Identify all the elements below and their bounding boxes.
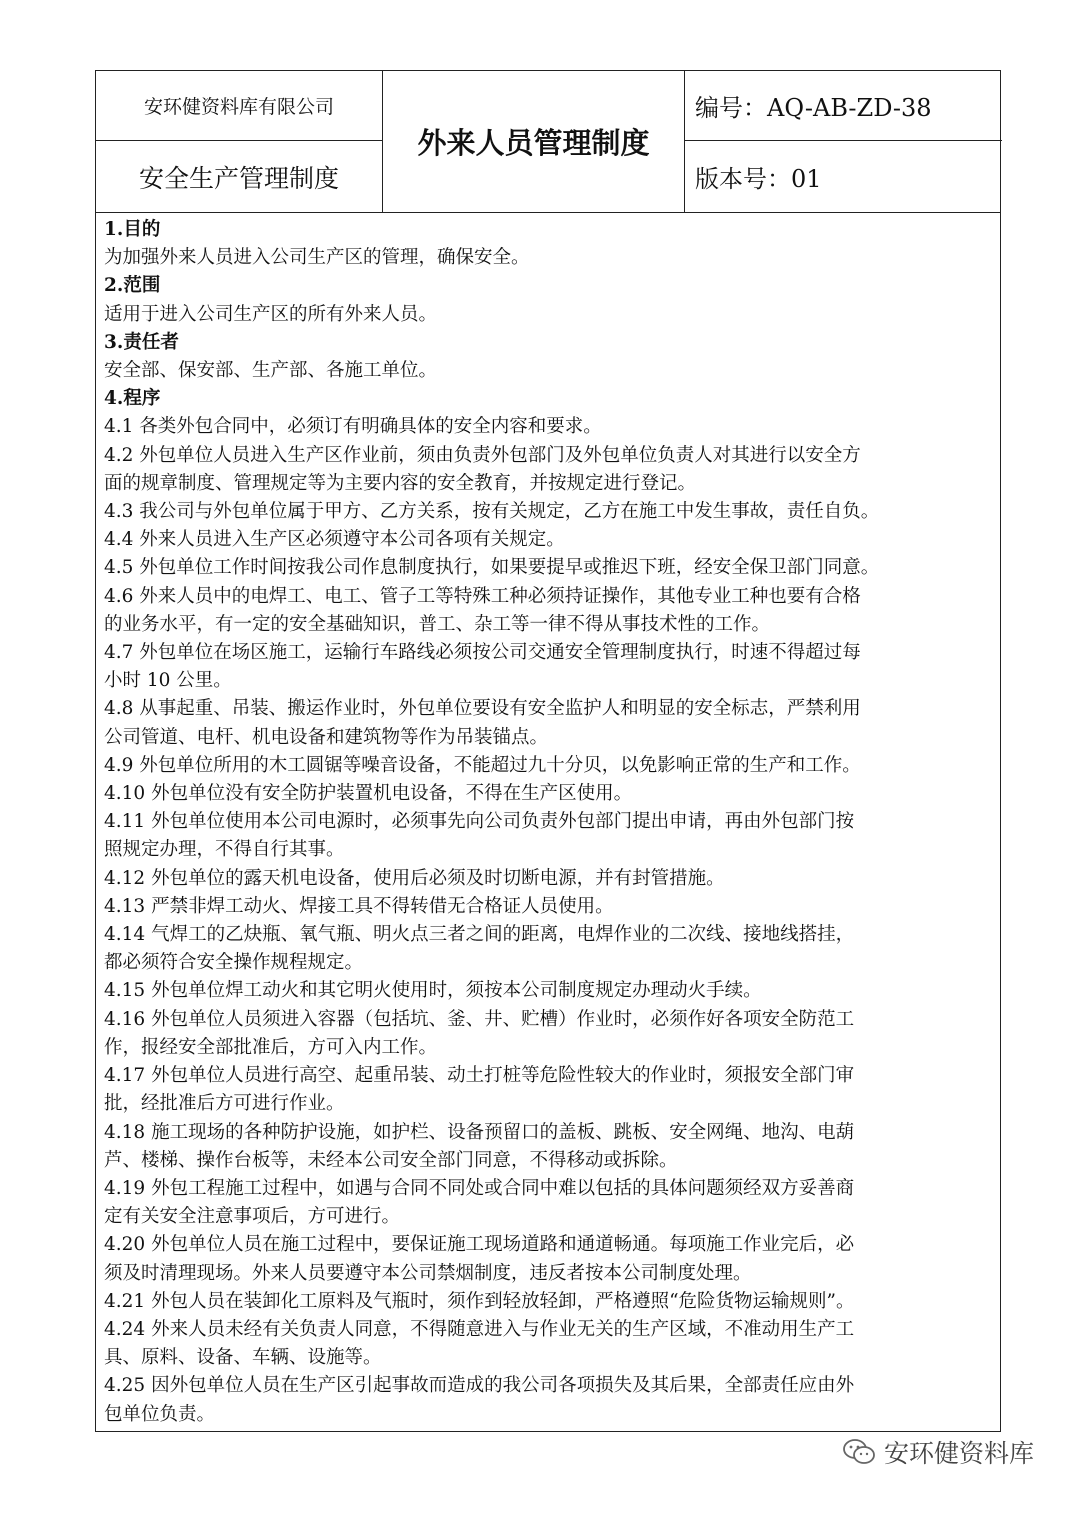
text-line: 都必须符合安全操作规程规定。 (104, 952, 364, 974)
text-line: 为加强外来人员进入公司生产区的管理，确保安全。 (104, 247, 530, 269)
text-line: 具、原料、设备、车辆、设施等。 (104, 1347, 382, 1369)
text-line: 4.21 外包人员在装卸化工原料及气瓶时，须作到轻放轻卸，严格遵照“危险货物运输规则”。 (104, 1290, 855, 1312)
text-line: 4.2 外包单位人员进入生产区作业前，须由负责外包部门及外包单位负责人对其进行以安全方 (104, 444, 861, 466)
text-line: 须及时清理现场。外来人员要遵守本公司禁烟制度，违反者按本公司制度处理。 (104, 1262, 752, 1284)
text-line: 4.15 外包单位焊工动火和其它明火使用时，须按本公司制度规定办理动火手续。 (104, 980, 762, 1002)
document-frame (95, 70, 1001, 1432)
text-line: 4.14 气焊工的乙炔瓶、氧气瓶、明火点三者之间的距离，电焊作业的二次线、接地线搭挂， (104, 924, 855, 946)
text-line: 定有关安全注意事项后，方可进行。 (104, 1206, 401, 1228)
text-line: 4.1 各类外包合同中，必须订有明确具体的安全内容和要求。 (104, 416, 602, 438)
text-line: 4.10 外包单位没有安全防护装置机电设备，不得在生产区使用。 (104, 783, 633, 805)
text-line: 4.3 我公司与外包单位属于甲方、乙方关系，按有关规定，乙方在施工中发生事故，责任自负。 (104, 501, 880, 523)
text-line: 适用于进入公司生产区的所有外来人员。 (104, 303, 438, 325)
section-heading: 3.责任者 (104, 331, 179, 353)
text-line: 照规定办理，不得自行其事。 (104, 839, 345, 861)
document-body (104, 216, 996, 1429)
text-line: 安全部、保安部、生产部、各施工单位。 (104, 360, 438, 382)
document-title: 外来人员管理制度 (383, 71, 685, 212)
text-line: 4.5 外包单位工作时间按我公司作息制度执行，如果要提早或推迟下班，经安全保卫部门同意。 (104, 557, 880, 579)
text-line: 4.16 外包单位人员须进入容器（包括坑、釜、井、贮槽）作业时，必须作好各项安全防范工 (104, 1008, 855, 1030)
text-line: 芦、楼梯、操作台板等，未经本公司安全部门同意，不得移动或拆除。 (104, 1149, 678, 1171)
text-line: 4.19 外包工程施工过程中，如遇与合同不同处或合同中难以包括的具体问题须经双方妥善商 (104, 1177, 855, 1199)
text-line: 4.24 外来人员未经有关负责人同意，不得随意进入与作业无关的生产区域，不准动用生产工 (104, 1318, 855, 1340)
document-code: 编号：AQ-AB-ZD-38 (685, 71, 1002, 141)
text-line: 4.8 从事起重、吊装、搬运作业时，外包单位要设有安全监护人和明显的安全标志，严禁利用 (104, 698, 861, 720)
text-line: 包单位负责。 (104, 1403, 216, 1425)
text-line: 4.13 严禁非焊工动火、焊接工具不得转借无合格证人员使用。 (104, 895, 614, 917)
text-line: 4.25 因外包单位人员在生产区引起事故而造成的我公司各项损失及其后果，全部责任应由外 (104, 1375, 855, 1397)
company-name: 安环健资料库有限公司 (96, 71, 383, 141)
text-line: 的业务水平，有一定的安全基础知识，普工、杂工等一律不得从事技术性的工作。 (104, 613, 771, 635)
text-line: 小时 10 公里。 (104, 670, 232, 692)
text-line: 4.20 外包单位人员在施工过程中，要保证施工现场道路和通道畅通。每项施工作业完后，必 (104, 1234, 855, 1256)
watermark-text: 安环健资料库 (884, 1439, 1035, 1468)
watermark (842, 1432, 1034, 1472)
text-line: 4.17 外包单位人员进行高空、起重吊装、动土打桩等危险性较大的作业时，须报安全部门审 (104, 1065, 855, 1087)
text-line: 批，经批准后方可进行作业。 (104, 1093, 345, 1115)
header-divider (96, 212, 1000, 213)
text-line: 作，报经安全部批准后，方可入内工作。 (104, 1036, 438, 1058)
section-heading: 2.范围 (104, 275, 161, 297)
section-heading: 1.目的 (104, 219, 161, 240)
text-line: 4.6 外来人员中的电焊工、电工、管子工等特殊工种必须持证操作，其他专业工种也要有合格 (104, 585, 861, 607)
wechat-icon (842, 1438, 876, 1466)
text-line: 4.9 外包单位所用的木工圆锯等噪音设备，不能超过九十分贝，以免影响正常的生产和工作。 (104, 754, 861, 776)
text-line: 公司管道、电杆、机电设备和建筑物等作为吊装锚点。 (104, 726, 549, 748)
text-line: 4.12 外包单位的露天机电设备，使用后必须及时切断电源，并有封管措施。 (104, 867, 725, 889)
text-line: 4.4 外来人员进入生产区必须遵守本公司各项有关规定。 (104, 529, 565, 551)
header-table (96, 71, 1000, 212)
text-line: 4.11 外包单位使用本公司电源时，必须事先向公司负责外包部门提出申请，再由外包部门按 (104, 811, 855, 833)
text-line: 面的规章制度、管理规定等为主要内容的安全教育，并按规定进行登记。 (104, 472, 697, 494)
text-line: 4.7 外包单位在场区施工，运输行车路线必须按公司交通安全管理制度执行，时速不得超过每 (104, 642, 861, 664)
document-category: 安全生产管理制度 (96, 141, 383, 212)
document-version: 版本号：01 (695, 165, 822, 193)
text-line: 4.18 施工现场的各种防护设施，如护栏、设备预留口的盖板、跳板、安全网绳、地沟、电葫 (104, 1121, 855, 1143)
section-heading: 4.程序 (104, 388, 161, 410)
